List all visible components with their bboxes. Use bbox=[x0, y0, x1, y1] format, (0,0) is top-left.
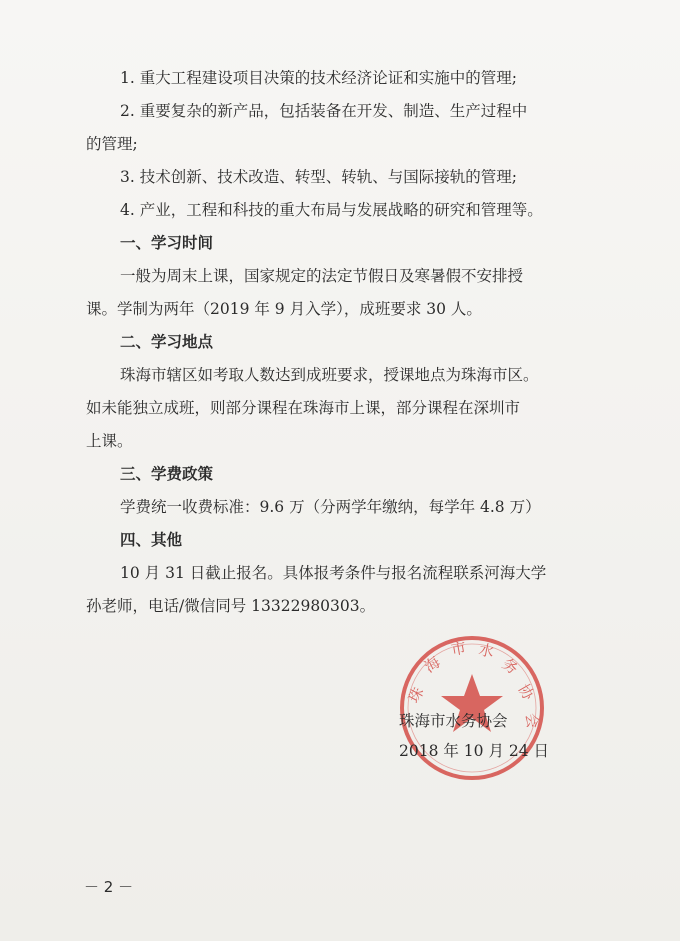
svg-text:协: 协 bbox=[514, 681, 538, 704]
section-heading-tuition-policy: 三、学费政策 bbox=[120, 465, 214, 483]
svg-text:务: 务 bbox=[498, 654, 522, 679]
page-number: － 2 － bbox=[84, 878, 134, 896]
svg-text:珠: 珠 bbox=[404, 684, 428, 706]
paragraph-line: 一般为周末上课，国家规定的法定节假日及寒暑假不安排授 bbox=[120, 267, 524, 285]
paragraph-line: 如未能独立成班，则部分课程在珠海市上课，部分课程在深圳市 bbox=[86, 399, 521, 417]
svg-text:市: 市 bbox=[449, 638, 468, 659]
svg-text:海: 海 bbox=[420, 652, 444, 677]
paragraph-line: 上课。 bbox=[86, 432, 133, 450]
list-item-3: 3. 技术创新、技术改造、转型、转轨、与国际接轨的管理; bbox=[120, 168, 517, 186]
list-item-2-continued: 的管理; bbox=[86, 135, 138, 153]
paragraph-line: 10 月 31 日截止报名。具体报考条件与报名流程联系河海大学 bbox=[120, 564, 547, 582]
section-heading-study-location: 二、学习地点 bbox=[120, 333, 214, 351]
paragraph-line: 学费统一收费标准：9.6 万（分两学年缴纳，每学年 4.8 万） bbox=[120, 498, 541, 516]
list-item-4: 4. 产业，工程和科技的重大布局与发展战略的研究和管理等。 bbox=[120, 201, 543, 219]
official-seal bbox=[392, 628, 552, 788]
paragraph-line: 课。学制为两年（2019 年 9 月入学），成班要求 30 人。 bbox=[86, 300, 482, 318]
list-item-2: 2. 重要复杂的新产品，包括装备在开发、制造、生产过程中 bbox=[120, 102, 528, 120]
svg-text:会: 会 bbox=[522, 712, 542, 730]
svg-text:水: 水 bbox=[477, 640, 496, 662]
signature-organization: 珠海市水务协会 bbox=[399, 712, 508, 730]
section-heading-other: 四、其他 bbox=[120, 531, 183, 549]
signature-date: 2018 年 10 月 24 日 bbox=[399, 742, 550, 760]
paragraph-line: 孙老师，电话/微信同号 13322980303。 bbox=[86, 597, 376, 615]
paragraph-line: 珠海市辖区如考取人数达到成班要求，授课地点为珠海市区。 bbox=[120, 366, 539, 384]
section-heading-study-time: 一、学习时间 bbox=[120, 234, 214, 252]
list-item-1: 1. 重大工程建设项目决策的技术经济论证和实施中的管理; bbox=[120, 69, 517, 87]
